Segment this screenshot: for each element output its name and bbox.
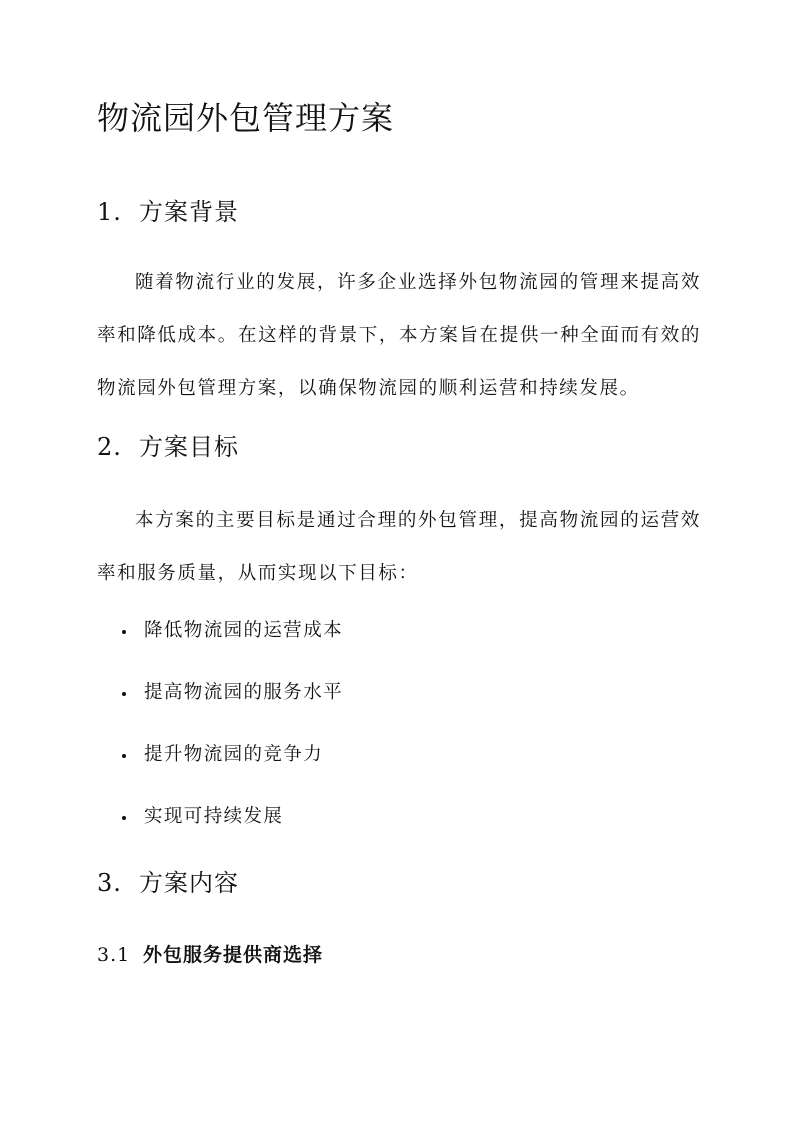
bullet-icon: [122, 630, 126, 634]
list-item-text: 降低物流园的运营成本: [144, 620, 344, 641]
goals-list: [97, 606, 343, 854]
section-title: 方案目标: [139, 433, 239, 461]
list-item-text: 实现可持续发展: [144, 806, 284, 827]
list-item-text: 提高物流园的服务水平: [144, 682, 344, 703]
section-heading-1: [97, 195, 239, 229]
list-item: [97, 606, 343, 668]
subsection-title: 外包服务提供商选择: [143, 944, 324, 966]
bullet-icon: [122, 754, 126, 758]
bullet-icon: [122, 692, 126, 696]
subsection-number: 3.1: [97, 944, 131, 966]
subsection-heading-3-1: [97, 941, 323, 969]
goals-paragraph: 本方案的主要目标是通过合理的外包管理，提高物流园的运营效率和服务质量，从而实现以下目标：: [97, 510, 701, 584]
bullet-icon: [122, 816, 126, 820]
list-item-text: 提升物流园的竞争力: [144, 744, 324, 765]
background-paragraph: 随着物流行业的发展，许多企业选择外包物流园的管理来提高效率和降低成本。在这样的背景下，本方案旨在提供一种全面而有效的物流园外包管理方案，以确保物流园的顺利运营和持续发展。: [97, 272, 701, 399]
section-heading-2: [97, 430, 239, 464]
list-item: [97, 668, 343, 730]
document-title: 物流园外包管理方案: [97, 99, 395, 137]
section-title: 方案内容: [139, 869, 239, 897]
list-item: [97, 792, 343, 854]
list-item: [97, 730, 343, 792]
section-title: 方案背景: [139, 198, 239, 226]
section-heading-3: [97, 866, 239, 900]
section-number: 1.: [97, 198, 122, 226]
section-number: 2.: [97, 433, 122, 461]
section-number: 3.: [97, 869, 122, 897]
